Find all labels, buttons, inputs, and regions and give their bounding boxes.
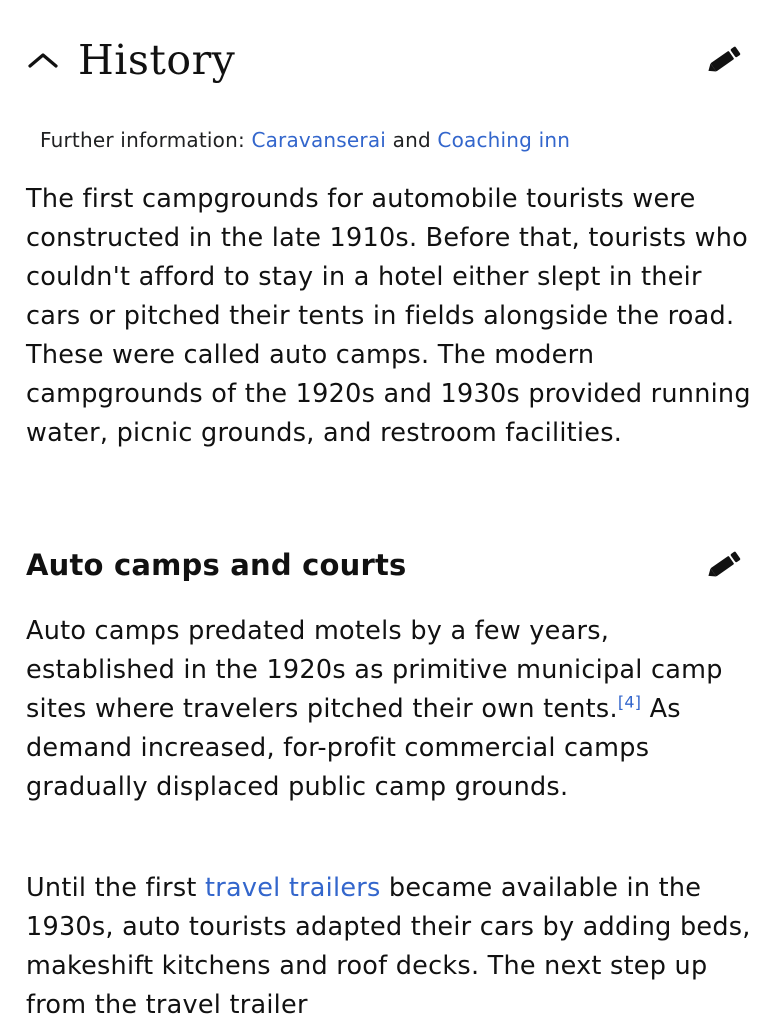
reference-link[interactable]: [4]	[617, 692, 642, 712]
auto-camps-heading: Auto camps and courts	[26, 548, 407, 582]
reference-superscript[interactable]	[618, 693, 641, 712]
auto-camps-section-header	[26, 542, 744, 588]
travel-trailers-link[interactable]: travel trailers	[205, 873, 381, 903]
hatnote	[40, 128, 570, 152]
pencil-icon[interactable]	[704, 43, 744, 77]
caravanserai-link[interactable]: Caravanserai	[251, 128, 387, 152]
pencil-icon[interactable]	[704, 548, 744, 582]
auto-camps-paragraph-1	[26, 612, 756, 807]
history-heading: History	[78, 35, 236, 84]
paragraph-text: became available in the 1930s, auto tourists adapted their cars by adding beds, makeshift kitchens and roof decks. The next step up from the travel trailer	[26, 873, 751, 1020]
hatnote-and: and	[386, 128, 438, 152]
history-paragraph: The first campgrounds for automobile tourists were constructed in the late 1910s. Before that, tourists who couldn't afford to stay in a hotel either slept in their cars or pitched their tents in fields alongside the road. These were called auto camps. The modern campgrounds of the 1920s and 1930s provided running water, picnic grounds, and restroom facilities.	[26, 184, 751, 448]
chevron-up-icon[interactable]	[26, 49, 60, 71]
history-section-header[interactable]	[26, 34, 744, 86]
coaching-inn-link[interactable]: Coaching inn	[437, 128, 571, 152]
auto-camps-paragraph-2	[26, 869, 756, 1024]
paragraph-text: Until the first	[26, 873, 205, 903]
paragraph-text: As demand increased, for-profit commercial camps gradually displaced public camp grounds.	[26, 694, 681, 802]
hatnote-prefix: Further information:	[40, 128, 252, 152]
paragraph-text: Auto camps predated motels by a few years, established in the 1920s as primitive municipal camp sites where travelers pitched their own tents.	[26, 616, 723, 724]
